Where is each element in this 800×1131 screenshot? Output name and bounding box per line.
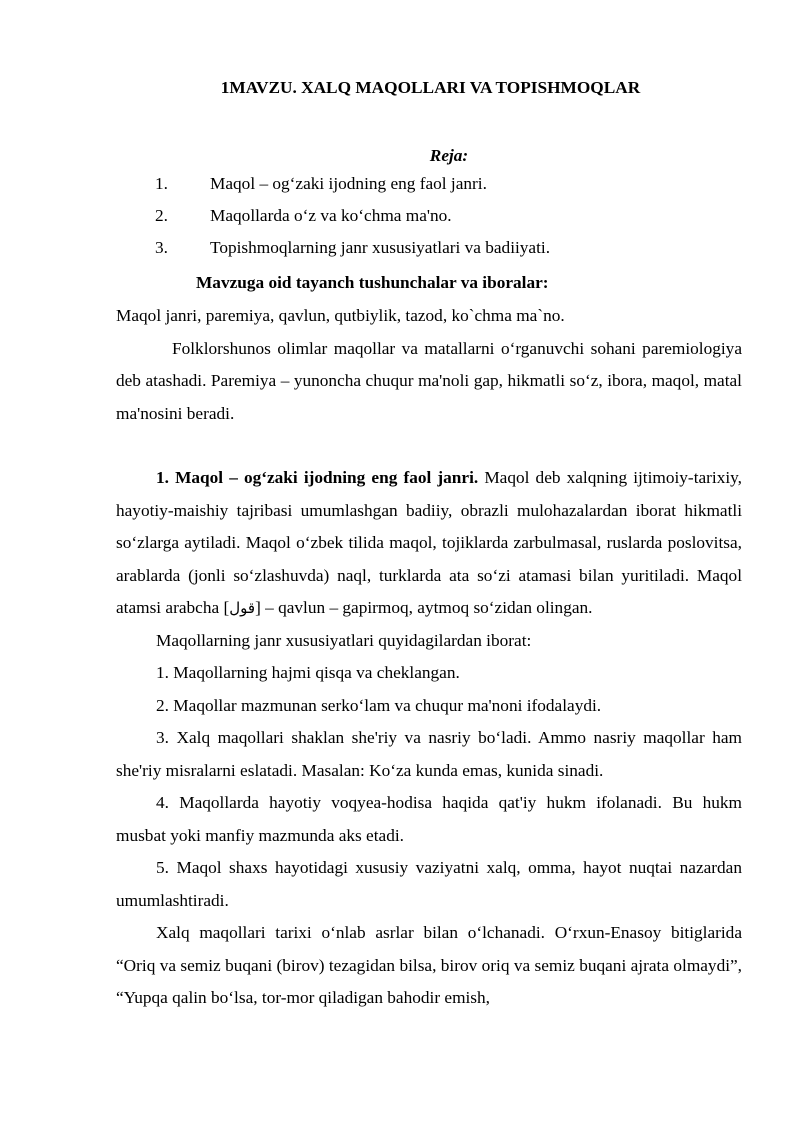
plan-item-text: Maqollarda o‘z va ko‘chma ma'no. (210, 206, 452, 225)
section1-text-end: ] – qavlun – gapirmoq, aytmoq so‘zidan olingan. (255, 598, 593, 617)
section1-text: Maqol deb xalqning ijtimoiy-tarixiy, hayotiy-maishiy tajribasi umumlashgan badiiy, obrazli mulohazalardan iborat hikmatli so‘zlarga aytiladi. Maqol o‘zbek tilida maqol, tojiklarda zarbulmasal, ruslarda poslovitsa, arablarda (jonli so‘zlashuvda) naql, turklarda ata so‘zi atamasi bilan yuritiladi. Maqol atamsi arabcha [ (116, 468, 742, 617)
plan-item-number: 3. (155, 238, 168, 257)
plan-heading: Reja: (429, 146, 469, 165)
section1-heading: 1. Maqol – og‘zaki ijodning eng faol janri. (156, 468, 479, 487)
history-paragraph: Xalq maqollari tarixi o‘nlab asrlar bilan o‘lchanadi. O‘rxun-Enasoy bitiglarida “Oriq va semiz buqani (birov) tezagidan bilsa, birov oriq va semiz buqani ajrata olmaydi”, “Yupqa qalin bo‘lsa, tor-mor qiladigan bahodir emish, (116, 923, 742, 1007)
features-intro: Maqollarning janr xususiyatlari quyidagilardan iborat: (156, 630, 532, 650)
section1-paragraph (116, 462, 742, 625)
page-title: 1MAVZU. XALQ MAQOLLARI VA TOPISHMOQLAR (220, 78, 641, 97)
feature-item: 3. Xalq maqollari shaklan she'riy va nasriy bo‘ladi. Ammo nasriy maqollar ham she'riy misralarni eslatadi. Masalan: Ko‘za kunda emas, kunida sinadi. (116, 728, 742, 780)
plan-item-text: Topishmoqlarning janr xususiyatlari va badiiyati. (210, 238, 551, 257)
arabic-word: قول (229, 599, 256, 617)
concepts-list: Maqol janri, paremiya, qavlun, qutbiylik, tazod, ko`chma ma`no. (116, 306, 565, 325)
document-body (116, 300, 742, 1015)
plan-item-number: 1. (155, 174, 168, 193)
concepts-heading: Mavzuga oid tayanch tushunchalar va iboralar: (196, 273, 549, 292)
plan-item (155, 205, 452, 227)
feature-item: 1. Maqollarning hajmi qisqa va cheklangan. (156, 663, 460, 682)
plan-item-number: 2. (155, 206, 168, 225)
feature-item: 5. Maqol shaxs hayotidagi xususiy vaziyatni xalq, omma, hayot nuqtai nazardan umumlashtiradi. (116, 858, 742, 910)
plan-item (155, 237, 550, 259)
plan-item (155, 173, 487, 195)
intro-paragraph: Folklorshunos olimlar maqollar va matallarni o‘rganuvchi sohani paremiologiya deb atashadi. Paremiya – yunoncha chuqur ma'noli gap, hikmatli so‘z, ibora, maqol, matal ma'nosini beradi. (116, 338, 742, 423)
feature-item: 4. Maqollarda hayotiy voqyea-hodisa haqida qat'iy hukm ifolanadi. Bu hukm musbat yoki manfiy mazmunda aks etadi. (116, 793, 742, 845)
feature-item: 2. Maqollar mazmunan serko‘lam va chuqur ma'noni ifodalaydi. (156, 695, 602, 715)
plan-item-text: Maqol – og‘zaki ijodning eng faol janri. (210, 174, 487, 193)
